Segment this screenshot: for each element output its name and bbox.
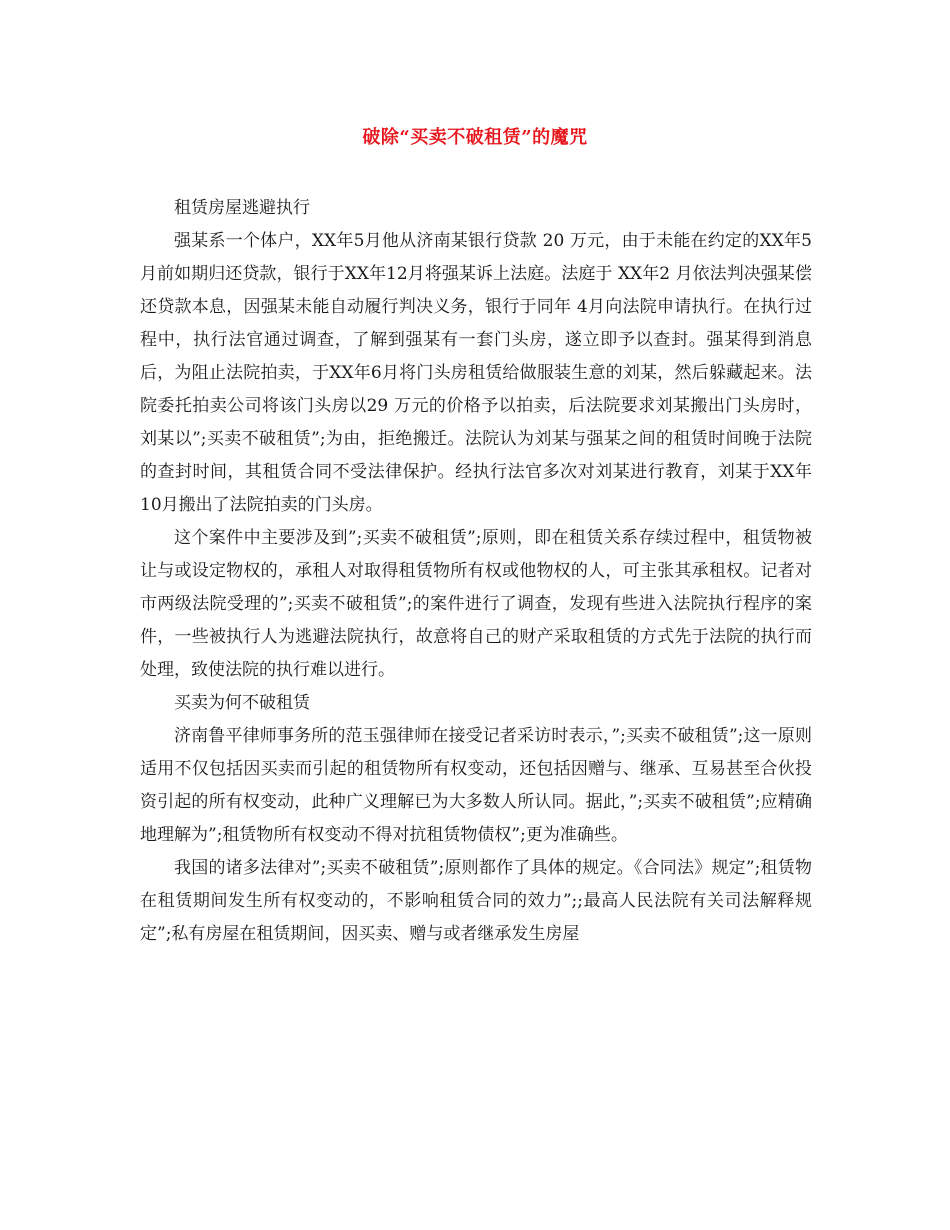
paragraph: 强某系一个体户，XX年5月他从济南某银行贷款 20 万元，由于未能在约定的XX年5月前如期归还贷款，银行于XX年12月将强某诉上法庭。法庭于 XX年2 月依法判决强某偿还贷款本息，因强某未能自动履行判决义务，银行于同年 4月向法院申请执行。在执行过程中，执行法官通过调查，了解到强某有一套门头房，遂立即予以查封。强某得到消息后，为阻止法院拍卖，于XX年6月将门头房租赁给做服装生意的刘某，然后躲藏起来。法院委托拍卖公司将该门头房以29 万元的价格予以拍卖，后法院要求刘某搬出门头房时，刘某以”;买卖不破租赁”;为由，拒绝搬迁。法院认为刘某与强某之间的租赁时间晚于法院的查封时间，其租赁合同不受法律保护。经执行法官多次对刘某进行教育，刘某于XX年10月搬出了法院拍卖的门头房。 [140, 231, 812, 515]
section-heading: 买卖为何不破租赁 [174, 693, 310, 713]
section-heading: 租赁房屋逃避执行 [174, 198, 310, 218]
document-title: 破除“买卖不破租赁”的魔咒 [362, 127, 588, 148]
paragraph: 济南鲁平律师事务所的范玉强律师在接受记者采访时表示，”;买卖不破租赁”;这一原则适用不仅包括因买卖而引起的租赁物所有权变动，还包括因赠与、继承、互易甚至合伙投资引起的所有权变动，此种广义理解已为大多数人所认同。据此，”;买卖不破租赁”;应精确地理解为”;租赁物所有权变动不得对抗租赁物债权”;更为准确些。 [140, 726, 812, 845]
document-body [140, 192, 812, 951]
paragraph: 我国的诸多法律对”;买卖不破租赁”;原则都作了具体的规定。《合同法》规定”;租赁物在租赁期间发生所有权变动的，不影响租赁合同的效力”;;最高人民法院有关司法解释规定”;私有房屋在租赁期间，因买卖、赠与或者继承发生房屋 [140, 858, 812, 944]
paragraph: 这个案件中主要涉及到”;买卖不破租赁”;原则，即在租赁关系存续过程中，租赁物被让与或设定物权的，承租人对取得租赁物所有权或他物权的人，可主张其承租权。记者对市两级法院受理的”;买卖不破租赁”;的案件进行了调查，发现有些进入法院执行程序的案件，一些被执行人为逃避法院执行，故意将自己的财产采取租赁的方式先于法院的执行而处理，致使法院的执行难以进行。 [140, 528, 812, 680]
